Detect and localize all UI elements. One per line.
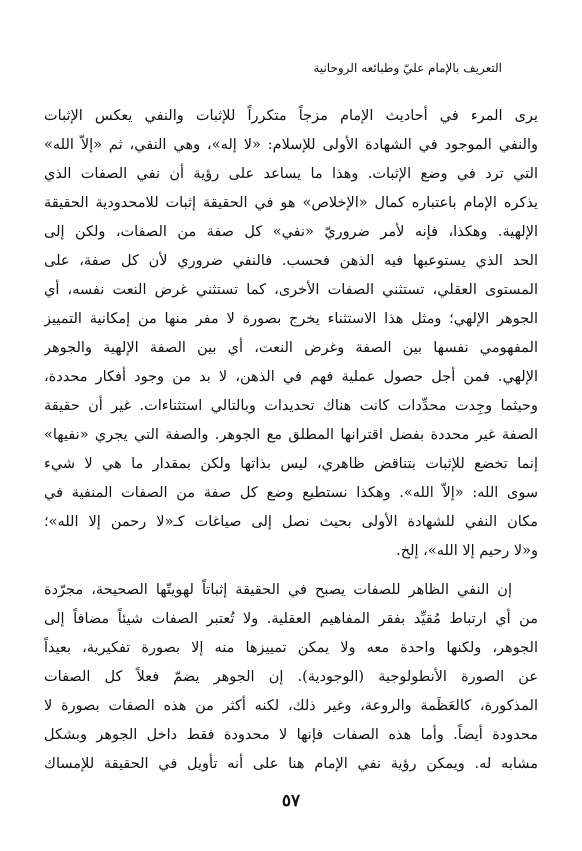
text-line: الجوهر الإلهي؛ ومثل هذا الاستثناء يخرج بصورة لا مفر منها من إمكانية التمييز [44,311,538,327]
text-line: والنفي الموجود في الشهادة الأولى للإسلام: «لا إله»، وهي النفي، ثم «إلاّ الله» [44,137,538,153]
text-line: المذكورة، كالعَظَمة والروعة، وغير ذلك، لكنه أكثر من هذه الصفات بصورة لا [44,698,538,714]
text-line: سوى الله: «إلاّ الله». وهكذا نستطيع وضع كل صفة من الصفات المنفية في [44,485,538,501]
running-header: التعريف بالإمام عليّ وطبائعه الروحانية [313,61,502,75]
paragraph-1 [44,102,538,566]
text-line: عن الصورة الأنطولوجية (الوجودية). إن الجوهر يضمّ فعلاً كل الصفات [44,669,538,685]
text-line: و«لا رحيم إلا الله»، إلخ. [396,543,538,559]
text-line: مشابه له. ويمكن رؤية نفي الإمام هنا على أنه تأويل في الحقيقة للإمساك [44,756,538,772]
text-line: محدودة أيضاً. وأما هذه الصفات فإنها لا محدودة فقط داخل الجوهر وبشكل [44,727,538,743]
text-line: الجوهر، ولكنها واحدة معه ولا يمكن تمييزها منه إلا بصورة تفكيرية، بعيداً [44,640,538,656]
text-line: الإلهي. فمن أجل حصول عملية فهم في الذهن، لا بد من وجود أفكار محددة، [44,369,538,385]
text-line: إنما تخضع للإثبات بتناقض ظاهري، ليس بذاتها ولكن بمقدار ما هي لا شيء [44,456,538,472]
text-line: التي ترد في وضع الإثبات. وهذا ما يساعد على رؤية أن نفي الصفات الذي [44,166,538,182]
page-number: ٥٧ [281,791,301,811]
text-line: الحد الذي يستوعبها فيه الذهن فحسب. فالنفي ضروري لأن كل صفة، على [44,253,538,269]
text-line: الصفة غير محددة بفضل اقترانها المطلق مع الجوهر. والصفة التي يجري «نفيها» [44,427,538,443]
text-line: المستوى العقلي، تستثني الصفات الأخرى، كما تستثني غرض النعت نفسه، أي [44,282,538,298]
body-text [44,102,538,779]
text-line: وحيثما وجِدت محدِّدات كانت هناك تحديدات وبالتالي استثناءات. غير أن حقيقة [44,398,538,414]
text-line: الإلهية. وهكذا، فإنه لأمر ضروريّ «نفي» كل صفة من الصفات، ولكن إلى [44,224,538,240]
paragraph-2 [44,576,538,779]
text-line: يذكره الإمام باعتباره كمال «الإخلاص» هو في الحقيقة إثبات للامحدودية الحقيقة [44,195,538,211]
text-line: يرى المرء في أحاديث الإمام مزجاً متكرراً للإثبات والنفي يعكس الإثبات [44,108,538,124]
text-line: مكان النفي للشهادة الأولى بحيث نصل إلى صياغات كـ«لا رحمن إلا الله»؛ [44,514,538,530]
text-line: المفهومي نفسها بين الصفة وغرض النعت، أي بين الصفة الإلهية والجوهر [44,340,538,356]
text-line: من أي ارتباط مُقيِّد بفقر المفاهيم العقلية. ولا تُعتبر الصفات شيئاً مضافاً إلى [44,611,538,627]
text-line: إن النفي الظاهر للصفات يصبح في الحقيقة إثباتاً لهويتّها الصحيحة، مجرّدة [44,582,512,598]
paragraph-gap [44,566,538,576]
